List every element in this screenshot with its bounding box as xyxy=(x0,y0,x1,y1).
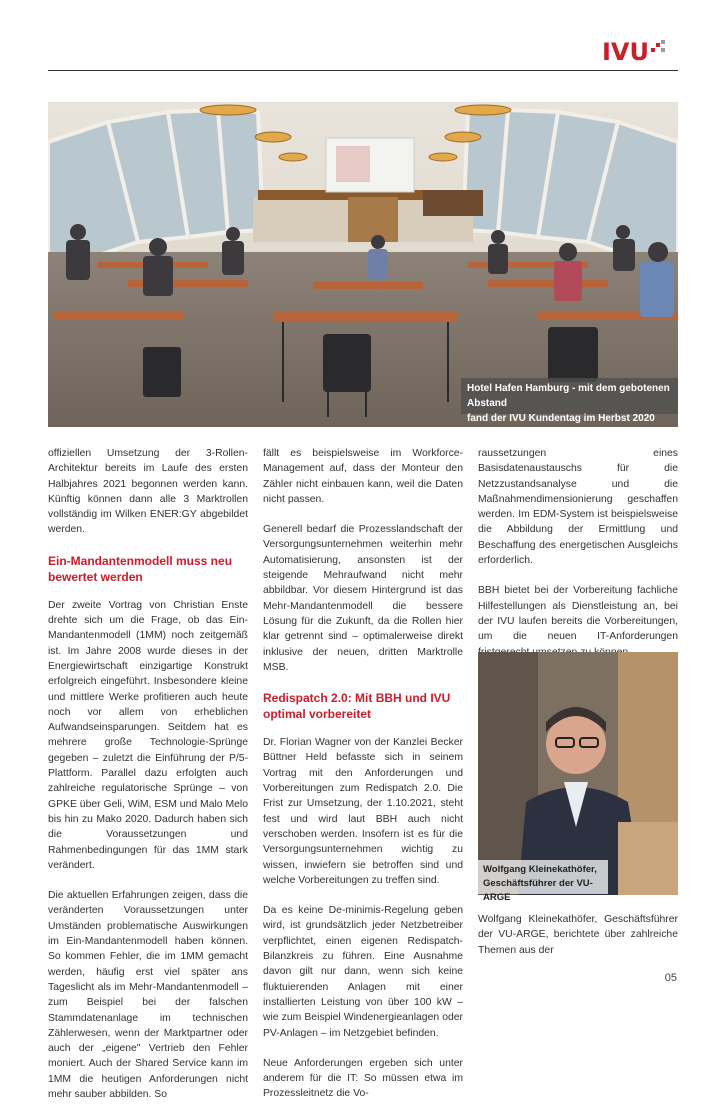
page-number: 05 xyxy=(664,972,677,984)
paragraph: BBH bietet bei der Vorbereitung fachliche Hilfestellungen als Dienstleistung an, bei der IVU laufen bereits die Vorbereitungen, um die neuen IT-Anforderungen xyxy=(478,585,678,643)
hero-caption-line: Hotel Hafen Hamburg - mit dem gebotenen Abstand xyxy=(467,383,670,409)
paragraph: Generell bedarf die Prozesslandschaft der Versorgungsunternehmen weiterhin mehr Automatisierung, ansonsten ist der steigende Mehraufwand nicht mehr abbildbar. Vor diesem Hintergrund ist das Mehr-Mandantenmodell die bessere Lösung für die Zukunft, da die Rollen hier klar getrennt sind – optimalerweise direkt inklusive der neuen, dritten Marktrolle MSB. xyxy=(263,524,463,673)
portrait-caption-line: Geschäftsführer der VU-ARGE xyxy=(483,878,593,903)
text-column-3-continued xyxy=(478,912,678,973)
text-column-1 xyxy=(48,446,248,1117)
ivu-logo xyxy=(602,38,665,66)
logo-text: IVU xyxy=(602,38,649,66)
paragraph: fällt es beispielsweise im Workforce-Management auf, dass der Monteur den Zähler nicht einbauen kann, weil die Daten nicht passen. xyxy=(263,448,463,505)
hero-caption-line: fand der IVU Kundentag im Herbst 2020 statt xyxy=(467,413,655,439)
paragraph: Neue Anforderungen ergeben sich unter anderem für die IT: So müssen etwa im Prozessleitnetz die Vo- xyxy=(263,1057,463,1100)
portrait-caption-line: Wolfgang Kleinekathöfer, xyxy=(483,864,597,875)
portrait-caption xyxy=(478,860,608,903)
section-heading: Redispatch 2.0: Mit BBH und IVU optimal vorbereitet xyxy=(263,691,451,722)
header-rule xyxy=(48,70,678,71)
paragraph: offiziellen Umsetzung der 3-Rollen-Architektur bereits im Laufe des ersten Halbjahres 2021 begonnen werden kann. Künftig können dann alle 3 Marktrollen vollständig im Wilken ENER:GY abgebildet werden. xyxy=(48,448,248,536)
hero-caption xyxy=(461,378,678,439)
logo-dots-icon xyxy=(651,40,665,54)
paragraph: Wolfgang Kleinekathöfer, Geschäftsführer der VU-ARGE, berichtete über zahlreiche Themen aus der xyxy=(478,914,678,956)
section-heading: Ein-Mandantenmodell muss neu bewertet werden xyxy=(48,553,233,584)
speaker-portrait-photo xyxy=(478,652,678,895)
paragraph: Der zweite Vortrag von Christian Enste drehte sich um die Frage, ob das Ein-Mandantenmodell (1MM) noch zeitgemäß ist. Im Jahre 2008 wurde dieses in der Energiewirtschaft einzigartige Konstrukt erfolgreich eingeführt. Insbesondere kleine und mittlere Werke profitieren auch heute noch vor allem von erheblichen Aufwandseinsparungen. Seitdem hat es mehrere große Technologie-Sprünge gegeben – zuletzt die Einführung der P/5-Plattform. Parallel dazu erfolgten auch zahlreiche regulatorische Sprünge – von GPKE über Geli, WiM, ESM und Malo Melo bis hin zu Mako 2020. Dadurch haben sich die Voraussetzungen und Rahmenbedingungen für das 1MM stark verändert. xyxy=(48,599,248,871)
paragraph: Dr. Florian Wagner von der Kanzlei Becker Büttner Held befasste sich in seinem Vortrag mit den Anforderungen und Vorbereitungen zum Redispatch 2.0. Die Frist zur Umsetzung, der 1.10.2021, steht fest und wird laut BBH auch nicht verschoben werden. Insofern ist es für die Versorgungsunternehmen wichtig zu wissen, inwiefern sie betroffen sind und welche Vorbereitungen zu treffen sind. xyxy=(263,737,463,886)
paragraph: Da es keine De-minimis-Regelung geben wird, ist grundsätzlich jeder Netzbetreiber verpflichtet, einen eigenen Redispatch-Bilanzkreis zu führen. Eine Ausnahme davon gilt nur dann, wenn sich keine fluktuierenden Anlagen mit einer installierten Leistung von über 100 kW – wie zum Beispiel Windenergieanlagen oder PV-Anlagen – im Netzgebiet befinden. xyxy=(263,905,463,1039)
speaker-illustration xyxy=(478,652,678,895)
text-column-2 xyxy=(263,446,463,1117)
paragraph: raussetzungen eines Basisdatenaustauschs für die Netzzustandsanalyse und die Maßnahmendimensionierung geschaffen werden. Im EDM-System ist beispielsweise die Abbildung der Ermittlung und Beschaffung des energetischen Ausgleichs erforderlich. xyxy=(478,448,678,567)
paragraph: Die aktuellen Erfahrungen zeigen, dass die veränderten Voraussetzungen unter Umständen problematische Auswirkungen im Ein-Mandantenmodell haben können. So kommen Fehler, die im 1MM gemacht werden, häufig erst viel später ans Tageslicht als im Mehr-Mandantenmodell – zum Beispiel bei der falschen Stammdatenanlage im technischen Zählerwesen, wenn der Marktpartner oder auch der „eigene" Vertrieb den Fehler moniert. Auch der Shared Service kann im 1MM die heutigen Anforderungen nicht mehr sauber abbilden. So xyxy=(48,890,248,1100)
